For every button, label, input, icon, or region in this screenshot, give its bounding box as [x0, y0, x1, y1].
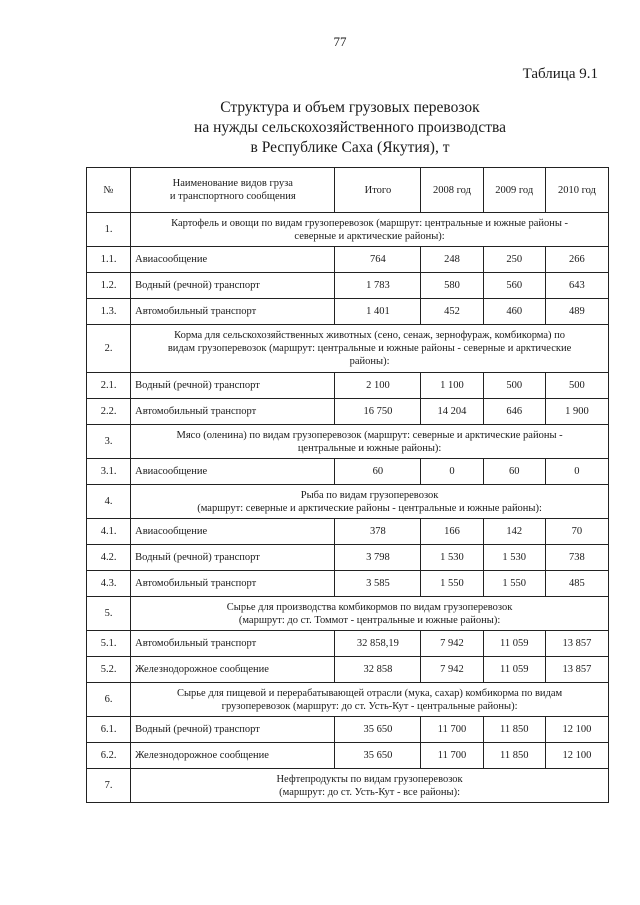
transport-type-cell: Автомобильный транспорт [131, 571, 335, 597]
row-number: 2.1. [87, 373, 131, 399]
group-row [87, 425, 609, 459]
row-number: 7. [87, 769, 131, 803]
row-number: 4.1. [87, 519, 131, 545]
row-number: 5.1. [87, 631, 131, 657]
table-body [87, 213, 609, 803]
group-row [87, 769, 609, 803]
year-2009-cell: 142 [483, 519, 545, 545]
group-description: Рыба по видам грузоперевозок (маршрут: северные и арктические районы - центральные и южные районы): [131, 485, 609, 519]
year-2008-cell: 0 [421, 459, 483, 485]
total-cell: 1 783 [335, 273, 421, 299]
year-2009-cell: 11 850 [483, 743, 545, 769]
year-2008-cell: 580 [421, 273, 483, 299]
year-2010-cell: 12 100 [545, 717, 608, 743]
table-row [87, 519, 609, 545]
year-2008-cell: 11 700 [421, 717, 483, 743]
table-row [87, 273, 609, 299]
year-2009-cell: 500 [483, 373, 545, 399]
row-number: 4.3. [87, 571, 131, 597]
group-description: Нефтепродукты по видам грузоперевозок (маршрут: до ст. Усть-Кут - все районы): [131, 769, 609, 803]
header-row [87, 168, 609, 213]
year-2010-cell: 13 857 [545, 631, 608, 657]
group-row [87, 325, 609, 373]
table-title [0, 98, 640, 158]
year-2008-cell: 14 204 [421, 399, 483, 425]
header-num: № [87, 168, 131, 213]
transport-type-cell: Водный (речной) транспорт [131, 717, 335, 743]
total-cell: 378 [335, 519, 421, 545]
year-2010-cell: 70 [545, 519, 608, 545]
freight-table [86, 167, 609, 803]
header-total: Итого [335, 168, 421, 213]
year-2009-cell: 11 059 [483, 657, 545, 683]
year-2010-cell: 738 [545, 545, 608, 571]
total-cell: 35 650 [335, 717, 421, 743]
table-row [87, 299, 609, 325]
group-description: Сырье для производства комбикормов по видам грузоперевозок (маршрут: до ст. Томмот - центральные и южные районы): [131, 597, 609, 631]
row-number: 2. [87, 325, 131, 373]
year-2008-cell: 1 100 [421, 373, 483, 399]
total-cell: 16 750 [335, 399, 421, 425]
transport-type-cell: Автомобильный транспорт [131, 631, 335, 657]
transport-type-cell: Автомобильный транспорт [131, 299, 335, 325]
header-2008: 2008 год [421, 168, 483, 213]
row-number: 1.3. [87, 299, 131, 325]
year-2009-cell: 11 850 [483, 717, 545, 743]
title-line: Структура и объем грузовых перевозок [220, 99, 480, 116]
group-row [87, 485, 609, 519]
row-number: 1.2. [87, 273, 131, 299]
table-row [87, 399, 609, 425]
header-name: Наименование видов груза и транспортного сообщения [131, 168, 335, 213]
total-cell: 3 585 [335, 571, 421, 597]
table-row [87, 743, 609, 769]
row-number: 4.2. [87, 545, 131, 571]
year-2008-cell: 248 [421, 247, 483, 273]
year-2010-cell: 1 900 [545, 399, 608, 425]
row-number: 1. [87, 213, 131, 247]
transport-type-cell: Авиасообщение [131, 247, 335, 273]
table-row [87, 571, 609, 597]
row-number: 3. [87, 425, 131, 459]
group-description: Мясо (оленина) по видам грузоперевозок (маршрут: северные и арктические районы - центральные и южные районы): [131, 425, 609, 459]
table-row [87, 459, 609, 485]
row-number: 5.2. [87, 657, 131, 683]
group-row [87, 213, 609, 247]
header-2010: 2010 год [545, 168, 608, 213]
table-row [87, 717, 609, 743]
row-number: 6.1. [87, 717, 131, 743]
transport-type-cell: Автомобильный транспорт [131, 399, 335, 425]
total-cell: 2 100 [335, 373, 421, 399]
table-row [87, 545, 609, 571]
transport-type-cell: Водный (речной) транспорт [131, 373, 335, 399]
year-2010-cell: 643 [545, 273, 608, 299]
year-2010-cell: 0 [545, 459, 608, 485]
total-cell: 32 858,19 [335, 631, 421, 657]
transport-type-cell: Авиасообщение [131, 459, 335, 485]
year-2008-cell: 166 [421, 519, 483, 545]
year-2010-cell: 500 [545, 373, 608, 399]
year-2009-cell: 250 [483, 247, 545, 273]
total-cell: 1 401 [335, 299, 421, 325]
row-number: 6. [87, 683, 131, 717]
table-row [87, 247, 609, 273]
transport-type-cell: Водный (речной) транспорт [131, 545, 335, 571]
year-2008-cell: 452 [421, 299, 483, 325]
group-description: Сырье для пищевой и перерабатывающей отрасли (мука, сахар) комбикорма по видам грузоперевозок (маршрут: до ст. Усть-Кут - центральные районы): [131, 683, 609, 717]
total-cell: 3 798 [335, 545, 421, 571]
group-description: Корма для сельскохозяйственных животных (сено, сенаж, зернофураж, комбикорма) по видам грузоперевозок (маршрут: центральные и южные районы - северные и арктические районы): [131, 325, 609, 373]
transport-type-cell: Водный (речной) транспорт [131, 273, 335, 299]
table-label: Таблица 9.1 [522, 66, 598, 82]
year-2008-cell: 7 942 [421, 631, 483, 657]
header-2009: 2009 год [483, 168, 545, 213]
transport-type-cell: Авиасообщение [131, 519, 335, 545]
row-number: 5. [87, 597, 131, 631]
group-description: Картофель и овощи по видам грузоперевозок (маршрут: центральные и южные районы - северные и арктические районы): [131, 213, 609, 247]
group-row [87, 597, 609, 631]
title-line: в Республике Саха (Якутия), т [250, 139, 450, 156]
title-line: на нужды сельскохозяйственного производства [194, 119, 506, 136]
row-number: 1.1. [87, 247, 131, 273]
table-row [87, 373, 609, 399]
year-2008-cell: 1 550 [421, 571, 483, 597]
year-2010-cell: 12 100 [545, 743, 608, 769]
table-row [87, 657, 609, 683]
total-cell: 764 [335, 247, 421, 273]
year-2009-cell: 646 [483, 399, 545, 425]
year-2008-cell: 11 700 [421, 743, 483, 769]
year-2009-cell: 1 550 [483, 571, 545, 597]
table-row [87, 631, 609, 657]
year-2010-cell: 489 [545, 299, 608, 325]
year-2008-cell: 1 530 [421, 545, 483, 571]
row-number: 4. [87, 485, 131, 519]
year-2009-cell: 60 [483, 459, 545, 485]
year-2010-cell: 13 857 [545, 657, 608, 683]
row-number: 3.1. [87, 459, 131, 485]
year-2010-cell: 266 [545, 247, 608, 273]
year-2008-cell: 7 942 [421, 657, 483, 683]
year-2009-cell: 460 [483, 299, 545, 325]
year-2009-cell: 11 059 [483, 631, 545, 657]
year-2009-cell: 560 [483, 273, 545, 299]
total-cell: 35 650 [335, 743, 421, 769]
year-2010-cell: 485 [545, 571, 608, 597]
total-cell: 60 [335, 459, 421, 485]
page-number: 77 [333, 34, 347, 49]
total-cell: 32 858 [335, 657, 421, 683]
year-2009-cell: 1 530 [483, 545, 545, 571]
row-number: 2.2. [87, 399, 131, 425]
group-row [87, 683, 609, 717]
row-number: 6.2. [87, 743, 131, 769]
transport-type-cell: Железнодорожное сообщение [131, 657, 335, 683]
transport-type-cell: Железнодорожное сообщение [131, 743, 335, 769]
